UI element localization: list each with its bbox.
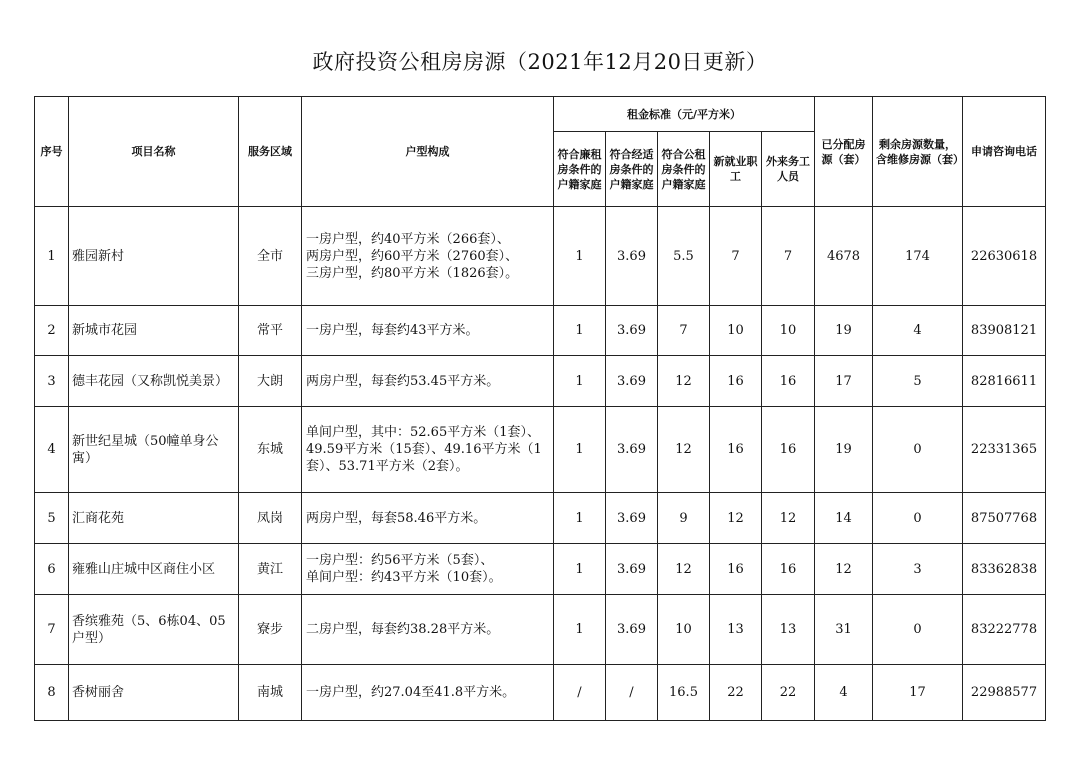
cell-seq: 3 [35, 356, 69, 407]
cell-phone: 87507768 [963, 493, 1046, 544]
cell-layout: 两房户型，每套58.46平方米。 [302, 493, 554, 544]
cell-rent-economic: 3.69 [606, 493, 658, 544]
cell-area: 全市 [239, 207, 302, 306]
cell-rent-lowrent: 1 [554, 207, 606, 306]
cell-remaining: 4 [873, 306, 963, 356]
cell-allocated: 19 [815, 306, 873, 356]
cell-area: 凤岗 [239, 493, 302, 544]
cell-rent-new-employee: 10 [710, 306, 762, 356]
cell-layout: 一房户型，约40平方米（266套）、 两房户型，约60平方米（2760套）、 三房户型，约80平方米（1826套）。 [302, 207, 554, 306]
cell-rent-lowrent: 1 [554, 407, 606, 493]
cell-allocated: 4 [815, 665, 873, 721]
header-remaining: 剩余房源数量，含维修房源（套） [873, 97, 963, 207]
cell-remaining: 0 [873, 407, 963, 493]
table-row [35, 544, 1046, 595]
table-body [35, 207, 1046, 721]
cell-name: 新世纪星城（50幢单身公寓） [69, 407, 239, 493]
cell-rent-migrant: 22 [762, 665, 815, 721]
cell-phone: 83222778 [963, 595, 1046, 665]
cell-rent-lowrent: 1 [554, 544, 606, 595]
header-rent-new-employee: 新就业职工 [710, 132, 762, 207]
cell-phone: 22331365 [963, 407, 1046, 493]
cell-rent-public: 12 [658, 407, 710, 493]
cell-rent-migrant: 12 [762, 493, 815, 544]
cell-rent-new-employee: 16 [710, 407, 762, 493]
cell-name: 雅园新村 [69, 207, 239, 306]
cell-rent-public: 12 [658, 356, 710, 407]
cell-rent-migrant: 16 [762, 407, 815, 493]
table-row [35, 407, 1046, 493]
cell-area: 黄江 [239, 544, 302, 595]
cell-rent-public: 12 [658, 544, 710, 595]
cell-rent-lowrent: 1 [554, 595, 606, 665]
cell-rent-migrant: 10 [762, 306, 815, 356]
header-rent-public: 符合公租房条件的户籍家庭 [658, 132, 710, 207]
cell-rent-economic: 3.69 [606, 306, 658, 356]
cell-area: 大朗 [239, 356, 302, 407]
cell-area: 东城 [239, 407, 302, 493]
cell-layout: 两房户型，每套约53.45平方米。 [302, 356, 554, 407]
cell-rent-economic: 3.69 [606, 407, 658, 493]
cell-rent-lowrent: / [554, 665, 606, 721]
cell-allocated: 12 [815, 544, 873, 595]
cell-rent-lowrent: 1 [554, 493, 606, 544]
cell-rent-migrant: 16 [762, 544, 815, 595]
header-area: 服务区域 [239, 97, 302, 207]
cell-rent-economic: 3.69 [606, 356, 658, 407]
cell-rent-new-employee: 16 [710, 544, 762, 595]
cell-remaining: 0 [873, 595, 963, 665]
cell-area: 常平 [239, 306, 302, 356]
cell-name: 雍雅山庄城中区商住小区 [69, 544, 239, 595]
cell-seq: 6 [35, 544, 69, 595]
header-phone: 申请咨询电话 [963, 97, 1046, 207]
cell-seq: 7 [35, 595, 69, 665]
cell-rent-migrant: 7 [762, 207, 815, 306]
header-layout: 户型构成 [302, 97, 554, 207]
cell-rent-new-employee: 16 [710, 356, 762, 407]
document-title: 政府投资公租房房源（2021年12月20日更新） [312, 50, 768, 74]
cell-remaining: 174 [873, 207, 963, 306]
cell-rent-public: 5.5 [658, 207, 710, 306]
cell-layout: 一房户型：约56平方米（5套）、 单间户型：约43平方米（10套）。 [302, 544, 554, 595]
table-row [35, 493, 1046, 544]
header-rent-group: 租金标准（元/平方米） [554, 97, 815, 132]
header-rent-economic: 符合经适房条件的户籍家庭 [606, 132, 658, 207]
cell-seq: 8 [35, 665, 69, 721]
cell-phone: 22630618 [963, 207, 1046, 306]
cell-rent-economic: 3.69 [606, 544, 658, 595]
cell-name: 德丰花园（又称凯悦美景） [69, 356, 239, 407]
cell-rent-lowrent: 1 [554, 356, 606, 407]
cell-rent-public: 16.5 [658, 665, 710, 721]
cell-layout: 二房户型，每套约38.28平方米。 [302, 595, 554, 665]
table-row [35, 665, 1046, 721]
cell-phone: 22988577 [963, 665, 1046, 721]
header-allocated: 已分配房源（套） [815, 97, 873, 207]
cell-remaining: 17 [873, 665, 963, 721]
cell-rent-new-employee: 13 [710, 595, 762, 665]
cell-allocated: 14 [815, 493, 873, 544]
table-row [35, 306, 1046, 356]
header-rent-migrant: 外来务工人员 [762, 132, 815, 207]
cell-layout: 一房户型，约27.04至41.8平方米。 [302, 665, 554, 721]
cell-area: 南城 [239, 665, 302, 721]
cell-layout: 单间户型，其中：52.65平方米（1套）、49.59平方米（15套）、49.16平方米（1套）、53.71平方米（2套）。 [302, 407, 554, 493]
cell-allocated: 31 [815, 595, 873, 665]
table-row [35, 595, 1046, 665]
cell-seq: 5 [35, 493, 69, 544]
cell-rent-economic: 3.69 [606, 207, 658, 306]
cell-phone: 83362838 [963, 544, 1046, 595]
cell-rent-economic: / [606, 665, 658, 721]
cell-area: 寮步 [239, 595, 302, 665]
cell-remaining: 3 [873, 544, 963, 595]
cell-rent-public: 9 [658, 493, 710, 544]
cell-remaining: 5 [873, 356, 963, 407]
cell-seq: 1 [35, 207, 69, 306]
cell-allocated: 19 [815, 407, 873, 493]
cell-rent-migrant: 13 [762, 595, 815, 665]
cell-rent-public: 7 [658, 306, 710, 356]
cell-rent-new-employee: 12 [710, 493, 762, 544]
cell-layout: 一房户型，每套约43平方米。 [302, 306, 554, 356]
cell-name: 新城市花园 [69, 306, 239, 356]
table-row [35, 207, 1046, 306]
cell-rent-lowrent: 1 [554, 306, 606, 356]
header-name: 项目名称 [69, 97, 239, 207]
cell-phone: 82816611 [963, 356, 1046, 407]
header-rent-lowrent: 符合廉租房条件的户籍家庭 [554, 132, 606, 207]
header-seq: 序号 [35, 97, 69, 207]
cell-name: 香缤雅苑（5、6栋04、05户型） [69, 595, 239, 665]
cell-allocated: 4678 [815, 207, 873, 306]
cell-name: 香树丽舍 [69, 665, 239, 721]
cell-name: 汇商花苑 [69, 493, 239, 544]
cell-remaining: 0 [873, 493, 963, 544]
cell-seq: 4 [35, 407, 69, 493]
cell-rent-public: 10 [658, 595, 710, 665]
cell-rent-migrant: 16 [762, 356, 815, 407]
table-row [35, 356, 1046, 407]
cell-rent-new-employee: 7 [710, 207, 762, 306]
cell-rent-new-employee: 22 [710, 665, 762, 721]
cell-phone: 83908121 [963, 306, 1046, 356]
cell-rent-economic: 3.69 [606, 595, 658, 665]
cell-allocated: 17 [815, 356, 873, 407]
cell-seq: 2 [35, 306, 69, 356]
housing-table [34, 96, 1046, 721]
